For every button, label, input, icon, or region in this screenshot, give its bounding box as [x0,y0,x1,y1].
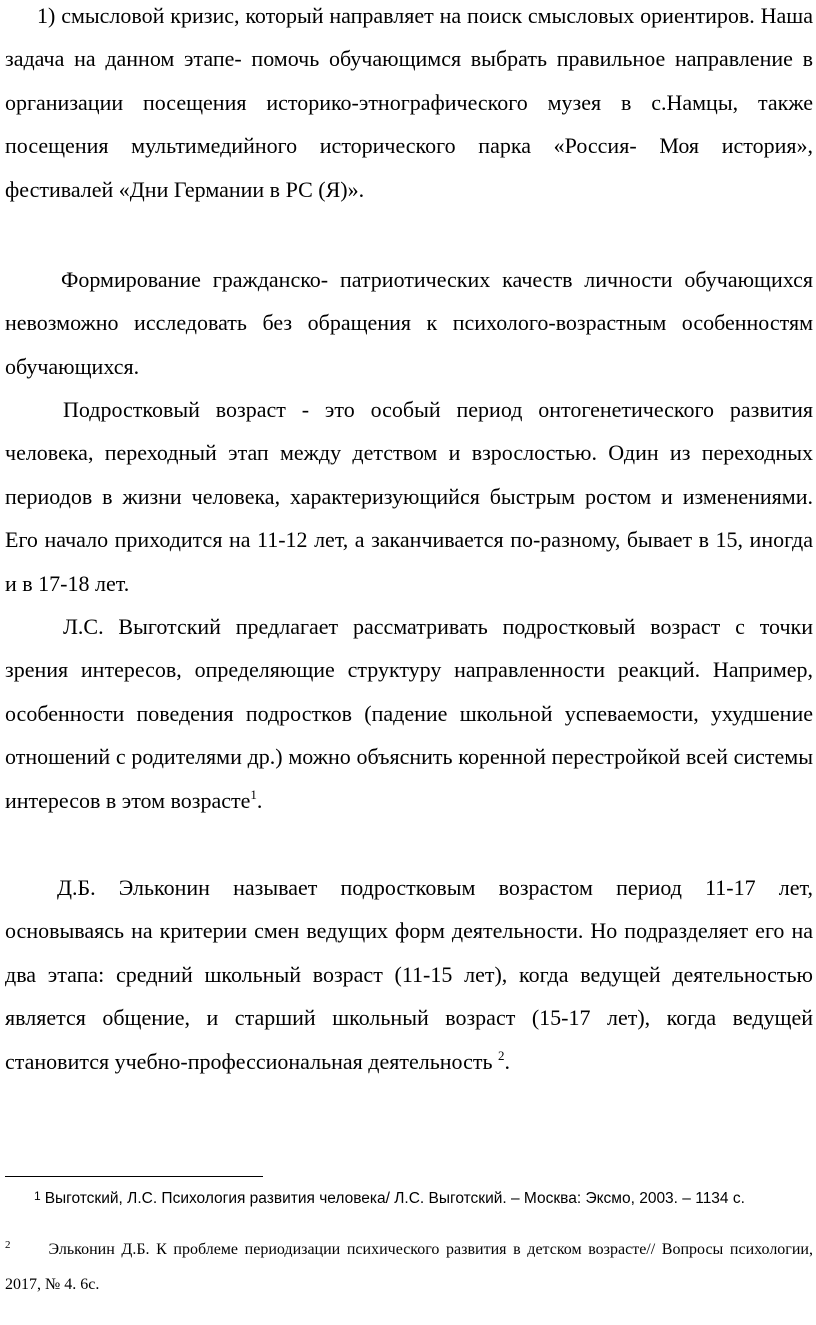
footnote-number-1: 1 [34,1189,41,1203]
footnote-2 [5,1232,813,1302]
paragraph-elkonin-text: Д.Б. Эльконин называет подростковым возрастом период 11-17 лет, основываясь на критерии смен ведущих форм деятельности. Но подразделяет его на два этапа: средний школьный возраст (11-15 лет), когда ведущей деятельностью является общение, и старший школьный возраст (15-17 лет), когда ведущей становится учебно-профессиональная деятельность [5,875,813,1074]
paragraph-semantic-crisis: 1) смысловой кризис, который направляет на поиск смысловых ориентиров. Наша задача на данном этапе- помочь обучающимся выбрать правильное направление в организации посещения историко-этнографического музея в с.Намцы, также посещения мультимедийного исторического парка «Россия- Моя история», фестивалей «Дни Германии в РС (Я)». [5,3,813,202]
footnote-text-1: Выготский, Л.С. Психология развития человека/ Л.С. Выготский. – Москва: Эксмо, 2003. – 1134 с. [44,1190,745,1207]
footnote-reference-2[interactable]: 2 [497,1047,505,1063]
paragraph-adolescence-definition: Подростковый возраст - это особый период онтогенетического развития человека, переходный этап между детством и взрослостью. Один из переходных периодов в жизни человека, характеризующийся быстрым ростом и изменениями. Его начало приходится на 11-12 лет, а заканчивается по-разному, бывает в 15, иногда и в 17-18 лет. [5,397,813,596]
paragraph-elkonin [5,866,813,1083]
paragraph-civic-patriotic: Формирование гражданско- патриотических качеств личности обучающихся невозможно исследовать без обращения к психолого-возрастным особенностям обучающихся. [5,267,813,379]
footnote-number-2: 2 [5,1239,11,1251]
footnote-reference-1[interactable]: 1 [250,786,257,802]
footnote-separator [5,1176,263,1177]
paragraph-vygotsky [5,605,813,822]
footnote-text-2: Эльконин Д.Б. К проблеме периодизации психического развития в детском возрасте// Вопросы психологии, 2017, № 4. 6с. [5,1241,813,1293]
footnote-1 [34,1188,814,1210]
paragraph-vygotsky-text: Л.С. Выготский предлагает рассматривать подростковый возраст с точки зрения интересов, определяющие структуру направленности реакций. Например, особенности поведения подростков (падение школьной успеваемости, ухудшение отношений с родителями др.) можно объяснить коренной перестройкой всей системы интересов в этом возрасте [5,614,813,813]
paragraph-vygotsky-end: . [256,787,263,813]
paragraph-elkonin-end: . [504,1048,510,1074]
